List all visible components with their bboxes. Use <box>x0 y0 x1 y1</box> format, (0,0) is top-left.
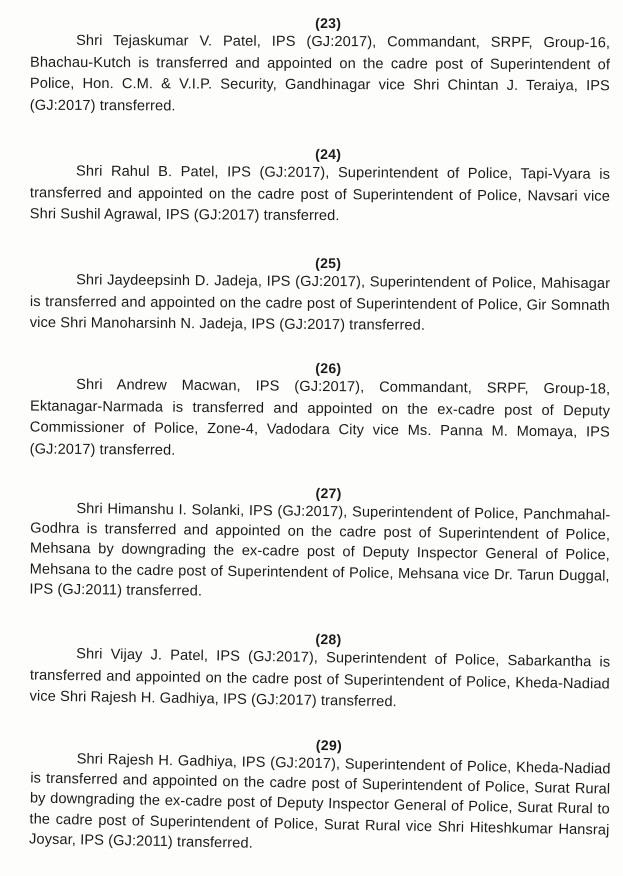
transfer-entry-28 <box>29 625 610 717</box>
entry-text: Shri Andrew Macwan, IPS (GJ:2017), Commandant, SRPF, Group-18, Ektanagar-Narmada is transferred and appointed on the ex-cadre post of Deputy Commissioner of Police, Zone-4, Vadodara City vice Ms. Panna M. Momaya, IPS (GJ:2017) transferred. <box>29 376 611 459</box>
entry-text: Shri Vijay J. Patel, IPS (GJ:2017), Superintendent of Police, Sabarkantha is transferred and appointed on the cadre post of Superintendent of Police, Kheda-Nadiad vice Shri Rajesh H. Gadhiya, IPS (GJ:2017) transferred. <box>29 646 611 711</box>
transfer-entry-26 <box>30 356 611 465</box>
entry-number: (26) <box>315 359 342 377</box>
entry-number: (27) <box>315 484 342 502</box>
entry-text: Shri Rajesh H. Gadhiya, IPS (GJ:2017), Superintendent of Police, Kheda-Nadiad is transferred and appointed on the cadre post of Superintendent of Police, Surat Rural by downgrading the ex-cadre post of Deputy Inspector General of Police, Surat Rural to the cadre post of Superintendent of Police, Surat Rural vice Shri Hiteshkumar Hansraj Joysar, IPS (GJ:2011) transferred. <box>28 751 611 852</box>
entry-number: (23) <box>315 14 342 32</box>
entry-number: (25) <box>315 254 342 272</box>
entry-text: Shri Tejaskumar V. Patel, IPS (GJ:2017), Commandant, SRPF, Group-16, Bhachau-Kutch is transferred and appointed on the cadre post of Superintendent of Police, Hon. C.M. & V.I.P. Security, Gandhinagar vice Shri Chintan J. Teraiya, IPS (GJ:2017) transferred. <box>29 32 611 114</box>
transfer-entry-24 <box>30 143 610 229</box>
transfer-entry-25 <box>30 252 611 339</box>
entry-text: Shri Jaydeepsinh D. Jadeja, IPS (GJ:2017), Superintendent of Police, Mahisagar is transferred and appointed on the cadre post of Superintendent of Police, Gir Somnath vice Shri Manoharsinh N. Jadeja, IPS (GJ:2017) transferred. <box>29 272 611 334</box>
transfer-entry-29 <box>29 730 611 860</box>
transfer-entry-27 <box>29 480 610 606</box>
transfer-entry-23 <box>30 13 610 120</box>
entry-number: (28) <box>315 630 342 648</box>
entry-number: (24) <box>315 145 342 163</box>
entry-text: Shri Himanshu I. Solanki, IPS (GJ:2017), Superintendent of Police, Panchmahal-Godhra is transferred and appointed on the cadre post of Superintendent of Police, Mehsana by downgrading the ex-cadre post of Deputy Inspector General of Police, Mehsana to the cadre post of Superintendent of Police, Mehsana vice Dr. Tarun Duggal, IPS (GJ:2011) transferred. <box>29 501 611 600</box>
entry-number: (29) <box>315 736 343 754</box>
entry-text: Shri Rahul B. Patel, IPS (GJ:2017), Superintendent of Police, Tapi-Vyara is transferred and appointed on the cadre post of Superintendent of Police, Navsari vice Shri Sushil Agrawal, IPS (GJ:2017) transferred. <box>29 163 611 225</box>
